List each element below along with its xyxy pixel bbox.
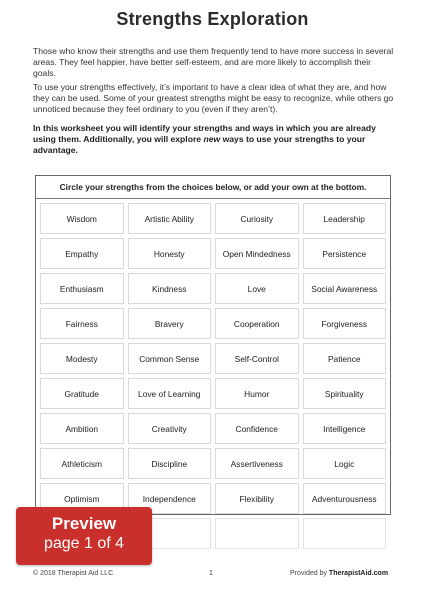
preview-label: Preview bbox=[51, 514, 117, 533]
footer-page-number: 1 bbox=[209, 570, 213, 577]
preview-badge[interactable] bbox=[16, 507, 152, 565]
intro-paragraph-2: To use your strengths effectively, it’s important to have a clear idea of what they are, and how they can be used. Some of your greatest strengths might be easy to recognize, while others go unnoticed because they feel ordinary to you (even if they aren’t). bbox=[33, 82, 394, 115]
strength-cell[interactable]: Bravery bbox=[128, 308, 212, 339]
footer-provided-by[interactable] bbox=[290, 570, 388, 577]
strength-cell[interactable]: Artistic Ability bbox=[128, 203, 212, 234]
strength-cell[interactable]: Fairness bbox=[40, 308, 124, 339]
preview-page-count: page 1 of 4 bbox=[43, 535, 125, 552]
strengths-box-header: Circle your strengths from the choices below, or add your own at the bottom. bbox=[36, 176, 390, 199]
strength-cell[interactable]: Modesty bbox=[40, 343, 124, 374]
intro-paragraph-3-emphasis: new bbox=[203, 134, 221, 145]
strength-cell[interactable]: Flexibility bbox=[215, 483, 299, 514]
strength-cell[interactable]: Honesty bbox=[128, 238, 212, 269]
strength-cell[interactable]: Self-Control bbox=[215, 343, 299, 374]
strength-cell[interactable]: Creativity bbox=[128, 413, 212, 444]
strength-cell[interactable]: Enthusiasm bbox=[40, 273, 124, 304]
strength-cell[interactable]: Empathy bbox=[40, 238, 124, 269]
strength-cell[interactable]: Confidence bbox=[215, 413, 299, 444]
strength-cell[interactable]: Athleticism bbox=[40, 448, 124, 479]
strength-cell[interactable]: Assertiveness bbox=[215, 448, 299, 479]
strength-cell[interactable]: Leadership bbox=[303, 203, 387, 234]
page-title: Strengths Exploration bbox=[116, 9, 309, 29]
strength-cell[interactable]: Kindness bbox=[128, 273, 212, 304]
footer-copyright: © 2018 Therapist Aid LLC bbox=[33, 570, 114, 577]
strength-cell[interactable]: Spirituality bbox=[303, 378, 387, 409]
strength-cell[interactable]: Optimism bbox=[40, 483, 124, 514]
strength-cell[interactable]: Intelligence bbox=[303, 413, 387, 444]
strengths-grid bbox=[40, 203, 386, 511]
strength-cell[interactable]: Love bbox=[215, 273, 299, 304]
strength-blank-cell[interactable] bbox=[303, 518, 387, 549]
intro-paragraph-1: Those who know their strengths and use them frequently tend to have more success in several areas. They feel happier, have better self-esteem, and are more likely to accomplish their goals. bbox=[33, 46, 394, 79]
intro-paragraph-3-end: ways to use your strengths to your advantage. bbox=[33, 134, 366, 156]
strength-cell[interactable]: Ambition bbox=[40, 413, 124, 444]
strength-cell[interactable]: Discipline bbox=[128, 448, 212, 479]
footer-provided-by-label: Provided by bbox=[290, 570, 329, 577]
footer-provider-link[interactable]: TherapistAid.com bbox=[328, 570, 389, 577]
strength-cell[interactable]: Gratitude bbox=[40, 378, 124, 409]
strength-cell[interactable]: Curiosity bbox=[215, 203, 299, 234]
strength-cell[interactable]: Logic bbox=[303, 448, 387, 479]
intro-paragraph-3 bbox=[33, 123, 395, 157]
strength-cell[interactable]: Patience bbox=[303, 343, 387, 374]
strength-cell[interactable]: Open Mindedness bbox=[215, 238, 299, 269]
strength-cell[interactable]: Common Sense bbox=[128, 343, 212, 374]
strength-cell[interactable]: Love of Learning bbox=[128, 378, 212, 409]
strength-cell[interactable]: Social Awareness bbox=[303, 273, 387, 304]
strength-blank-cell[interactable] bbox=[215, 518, 299, 549]
strengths-box bbox=[35, 175, 391, 515]
strength-cell[interactable]: Independence bbox=[128, 483, 212, 514]
strength-cell[interactable]: Humor bbox=[215, 378, 299, 409]
strength-cell[interactable]: Wisdom bbox=[40, 203, 124, 234]
strength-cell[interactable]: Persistence bbox=[303, 238, 387, 269]
strength-cell[interactable]: Adventurousness bbox=[303, 483, 387, 514]
strength-cell[interactable]: Forgiveness bbox=[303, 308, 387, 339]
intro-paragraph-3-start: In this worksheet you will identify your strengths and ways in which you are already using them. Additionally, you will explore bbox=[33, 123, 376, 145]
strength-cell[interactable]: Cooperation bbox=[215, 308, 299, 339]
